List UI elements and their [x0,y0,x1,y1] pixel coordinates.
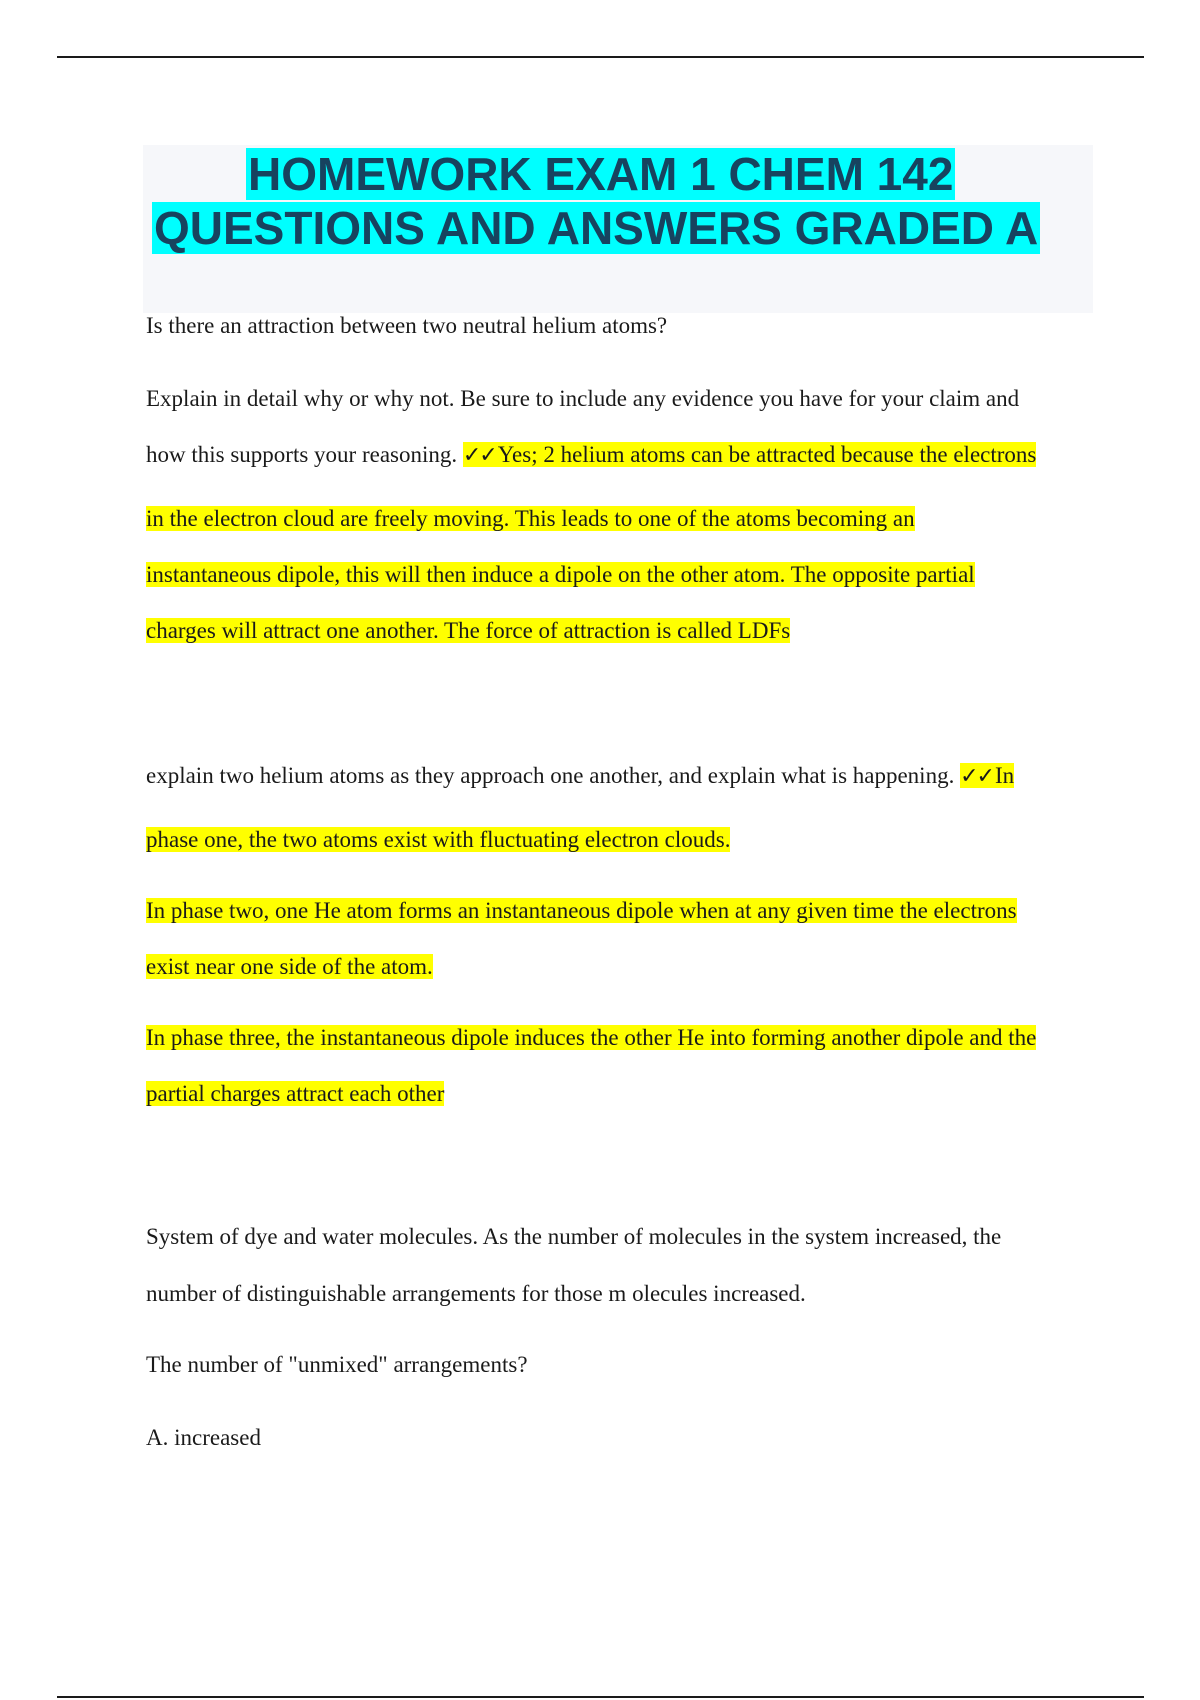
question-1-line-2: Explain in detail why or why not. Be sure to include any evidence you have for your claim and [146,386,1020,411]
answer-1-line-2-row [146,504,915,534]
answer-2-line-6: partial charges attract each other [146,1081,445,1106]
answer-1-line-3-row [146,560,975,590]
answer-2-start [960,763,1014,788]
answer-1-line-1: Yes; 2 helium atoms can be attracted because the electrons [497,442,1037,467]
bottom-divider [57,1696,1144,1698]
answer-2-line-4: exist near one side of the atom. [146,954,433,979]
answer-2-line-1: In [994,763,1015,788]
answer-2-line-6-row [146,1079,444,1109]
double-check-icon: ✓✓ [960,764,993,789]
question-1-text: how this supports your reasoning. [146,442,463,467]
question-2-text: explain two helium atoms as they approach one another, and explain what is happening. [146,763,961,788]
answer-1-start [463,442,1037,467]
answer-2-line-4-row [146,952,433,982]
question-1-line-1: Is there an attraction between two neutral helium atoms? [146,313,668,338]
answer-1-line-4: charges will attract one another. The force of attraction is called LDFs [146,618,791,643]
document-title-line-2: QUESTIONS AND ANSWERS GRADED A [154,202,1039,254]
answer-1-line-2: in the electron cloud are freely moving. This leads to one of the atoms becoming an [146,506,915,531]
double-check-icon: ✓✓ [462,443,496,468]
answer-2-line-2: phase one, the two atoms exist with fluctuating electron clouds. [146,827,731,852]
document-title-line-1: HOMEWORK EXAM 1 CHEM 142 [248,148,954,200]
question-3-line-1: System of dye and water molecules. As the number of molecules in the system increased, the [146,1224,1002,1249]
question-2-line-1 [146,761,1014,792]
question-3-line-2: number of distinguishable arrangements for those m olecules increased. [146,1281,806,1306]
question-1-line-3 [146,440,1036,471]
answer-2-line-5: In phase three, the instantaneous dipole induces the other He into forming another dipole and the [146,1025,1037,1050]
top-divider [57,56,1144,58]
answer-2-line-3: In phase two, one He atom forms an instantaneous dipole when at any given time the electrons [146,898,1017,923]
answer-2-line-5-row [146,1023,1036,1053]
question-3-line-3: The number of "unmixed" arrangements? [146,1352,528,1377]
answer-2-line-3-row [146,896,1017,926]
question-3-option-a: A. increased [146,1425,261,1450]
answer-2-line-2-row [146,825,730,855]
answer-1-line-3: instantaneous dipole, this will then induce a dipole on the other atom. The opposite partial [146,562,975,587]
answer-1-line-4-row [146,616,790,646]
